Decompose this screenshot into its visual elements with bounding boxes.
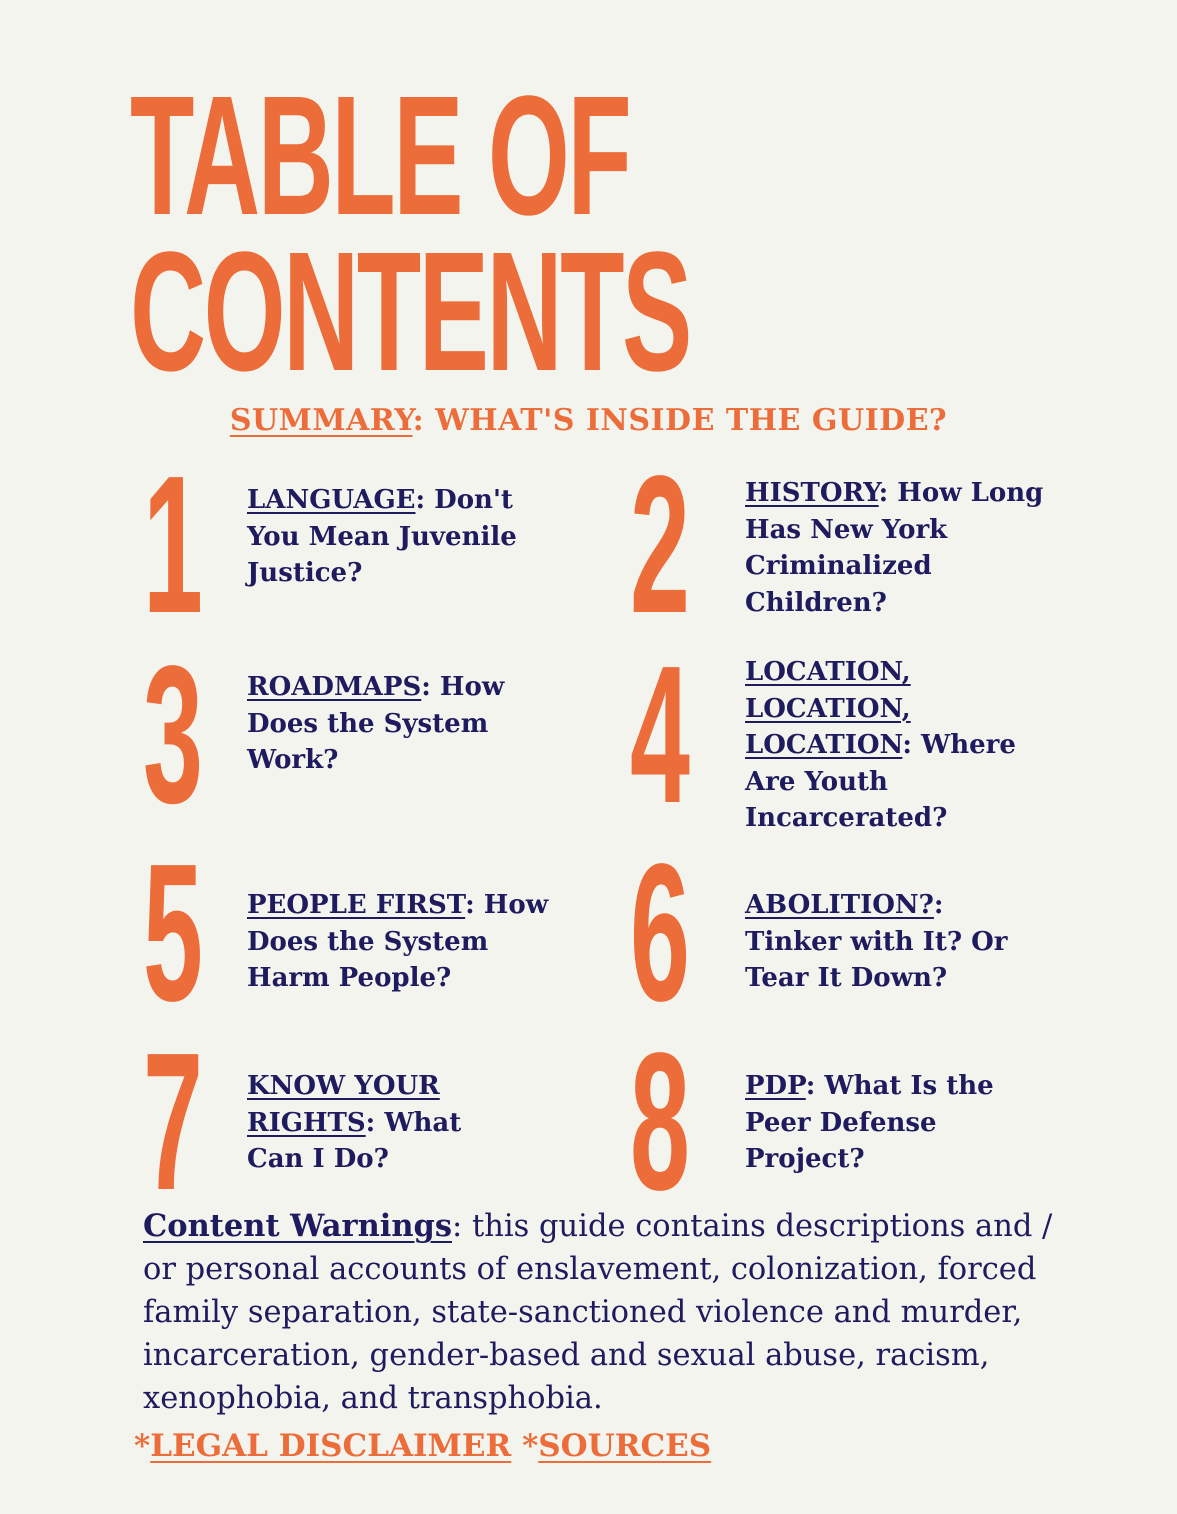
- section-entry: [247, 669, 567, 779]
- section-link-language[interactable]: LANGUAGE: [247, 485, 416, 515]
- section-number: 4: [630, 625, 690, 844]
- section-title: : Don't You Mean Juvenile Justice?: [247, 485, 517, 588]
- section-link-abolition[interactable]: ABOLITION?: [745, 890, 934, 920]
- content-warning: [143, 1205, 1063, 1420]
- section-link-history[interactable]: HISTORY: [745, 478, 879, 508]
- footer-star: *: [134, 1428, 151, 1464]
- section-link-roadmaps[interactable]: ROADMAPS: [247, 672, 422, 702]
- section-title: : What Is the Peer Defense Project?: [745, 1071, 994, 1174]
- section-number: 5: [143, 823, 203, 1042]
- content-warning-text: : this guide contains descriptions and / or personal accounts of enslavement, colonization, forced family separation, state-sanctioned violence and murder, incarceration, gender-based and sexual abuse, racism, xenophobia, and transphobia.: [143, 1209, 1053, 1416]
- page-title-line-1: TABLE OF: [130, 61, 630, 251]
- section-entry: [745, 1068, 1025, 1178]
- summary-heading: [0, 403, 1177, 438]
- section-title: : Where Are Youth Incarcerated?: [745, 730, 1016, 833]
- toc-item-5: [143, 823, 643, 1042]
- page-title: [130, 61, 690, 407]
- section-entry: [247, 482, 567, 592]
- section-entry: [247, 887, 567, 997]
- section-link-pdp[interactable]: PDP: [745, 1071, 806, 1101]
- section-number: 7: [143, 1012, 203, 1231]
- sources-link[interactable]: SOURCES: [538, 1428, 712, 1464]
- section-number: 1: [143, 435, 203, 654]
- section-title: : How Long Has New York Criminalized Children?: [745, 478, 1044, 618]
- section-entry: [745, 887, 1035, 997]
- toc-item-3: [143, 625, 643, 844]
- section-entry: [745, 475, 1055, 621]
- summary-link[interactable]: SUMMARY: [229, 403, 413, 438]
- section-title: : How Does the System Work?: [247, 672, 505, 775]
- page-title-line-2: CONTENTS: [130, 217, 690, 407]
- section-number: 2: [630, 435, 690, 654]
- toc-item-1: [143, 435, 643, 654]
- section-number: 8: [630, 1012, 690, 1231]
- section-title: : What Can I Do?: [247, 1107, 462, 1174]
- toc-item-6: [630, 823, 1130, 1042]
- content-warning-label: Content Warnings: [143, 1208, 453, 1244]
- toc-item-4: [630, 625, 1130, 844]
- section-title: : How Does the System Harm People?: [247, 890, 549, 993]
- section-link-know-your-rights[interactable]: KNOW YOUR RIGHTS: [247, 1071, 440, 1138]
- section-title: : Tinker with It? Or Tear It Down?: [745, 890, 1008, 993]
- section-link-people-first[interactable]: PEOPLE FIRST: [247, 890, 466, 920]
- toc-item-2: [630, 435, 1130, 654]
- summary-text: : WHAT'S INSIDE THE GUIDE?: [412, 403, 948, 438]
- footer-links: [134, 1428, 711, 1464]
- toc-item-8: [630, 1012, 1130, 1231]
- section-link-location[interactable]: LOCATION, LOCATION, LOCATION: [745, 657, 911, 760]
- section-number: 3: [143, 625, 203, 844]
- section-entry: [247, 1068, 497, 1178]
- footer-star: *: [522, 1428, 539, 1464]
- section-number: 6: [630, 823, 690, 1042]
- legal-disclaimer-link[interactable]: LEGAL DISCLAIMER: [150, 1428, 512, 1464]
- section-entry: [745, 654, 1035, 837]
